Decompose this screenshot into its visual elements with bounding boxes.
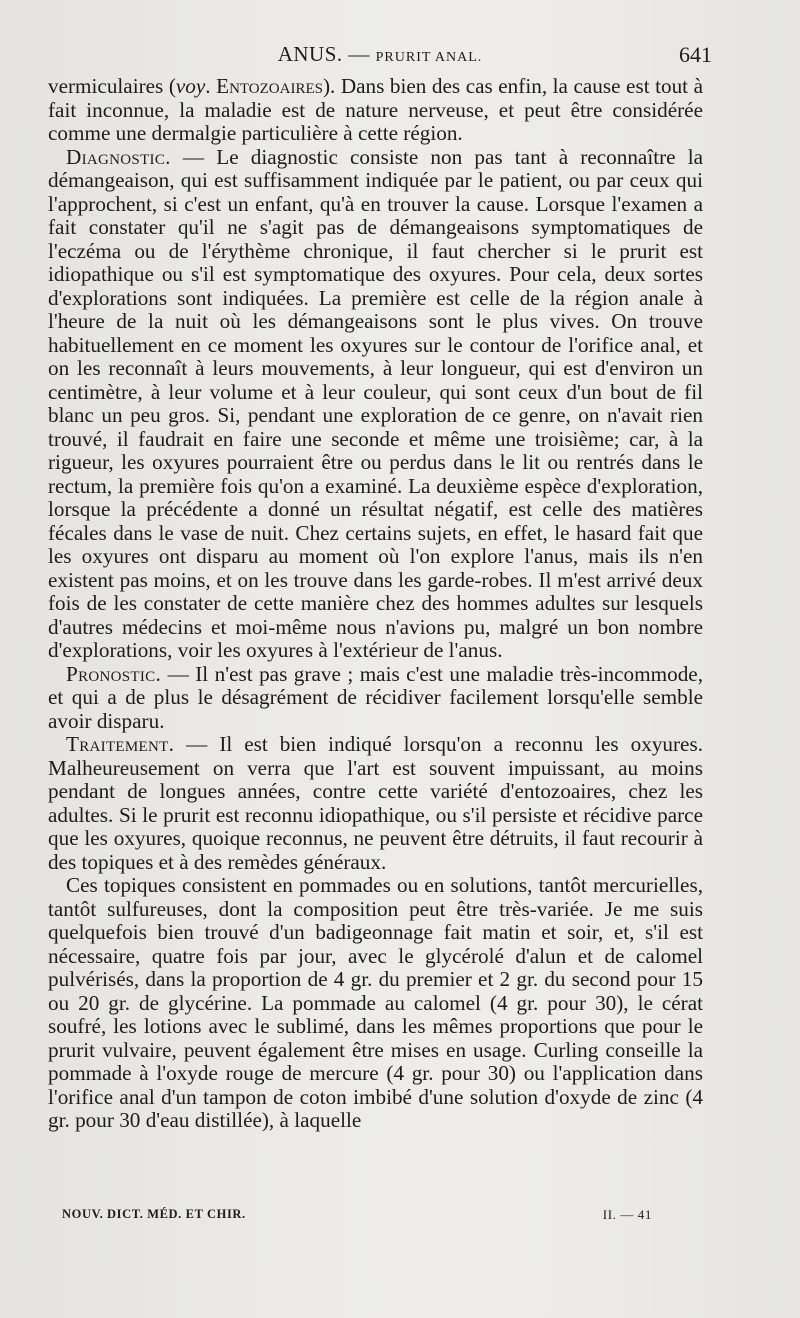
running-title-sub: PRURIT ANAL. [375, 50, 483, 65]
article-body [48, 75, 703, 1133]
paragraph-pronostic [48, 663, 703, 734]
section-heading-traitement: Traitement. [66, 732, 175, 756]
section-heading-diagnostic: Diagnostic. [66, 144, 171, 169]
footer-signature: II. — 41 [602, 1207, 652, 1222]
section-heading-pronostic: Pronostic. [66, 661, 162, 686]
traitement-text: — Il est bien indiqué lorsqu'on a reconnu les oxyures. Malheureusement on verra que l'art est souvent impuissant, au moins pendant de longues années, contre cette variété d'entozoaires, chez les adultes. Si le prurit est reconnu idiopathique, ou s'il persiste et récidive parce que les oxyures, quoique reconnus, ne peuvent être détruits, il faut recourir à des topiques et à des remèdes généraux. [48, 732, 704, 874]
running-title-main: ANUS. [277, 42, 343, 66]
diagnostic-text: — Le diagnostic consiste non pas tant à reconnaître la démangeaison, qui est suffisamment indiquée par le patient, ou par ceux qui l'approchent, si c'est un enfant, qu'à en trouver la cause. Lorsque l'examen a fait constater qu'il ne s'agit pas de démangeaisons symptomatiques de l'eczéma ou de l'érythème chronique, il faut chercher si le prurit est idiopathique ou s'il est symptomatique des oxyures. Pour cela, deux sortes d'explorations sont indiquées. La première est celle de la région anale à l'heure de la nuit où les démangeaisons sont le plus vives. On trouve habituellement en ce moment les oxyures sur le contour de l'orifice anal, et on les reconnaît à leurs mouvements, à leur longueur, qui est d'environ un centimètre, à leur volume et à leur couleur, qui sont ceux d'un bout de fil blanc un peu gros. Si, pendant une exploration de ce genre, on n'avait rien trouvé, il faudrait en faire une seconde et même une troisième; car, à la rigueur, les oxyures pourraient être ou perdus dans le lit ou rentrés dans le rectum, la première fois qu'on a examiné. La deuxième espèce d'exploration, lorsque la précédente a donné un résultat négatif, est celle des matières fécales dans le vase de nuit. Chez certains sujets, en effet, le hasard fait que les oxyures ont disparu au moment où l'on explore l'anus, mais ils n'en existent pas moins, et on les trouve dans les garde-robes. Il m'est arrivé deux fois de les constater de cette manière chez des hommes adultes sur lesquels d'autres médecins et moi-même nous n'avions pu, malgré un bon nombre d'explorations, voir les oxyures à l'extérieur de l'anus. [48, 144, 704, 662]
page-footer [62, 1207, 652, 1227]
entozoaires-crossref: Entozoaires [216, 74, 323, 98]
paragraph-intro: vermiculaires (voy. Entozoaires). Dans bien des cas enfin, la cause est tout à fait inconnue, la maladie est de nature nerveuse, et peut être considérée comme une dermalgie particulière à cette région. [48, 74, 703, 145]
paragraph-diagnostic [48, 146, 703, 663]
pronostic-text: — Il n'est pas grave ; mais c'est une maladie très-incommode, et qui a de plus le désagrément de récidiver facilement lorsqu'elle semble avoir disparu. [48, 661, 703, 733]
running-title-dash: — [348, 42, 370, 66]
paragraph-traitement [48, 733, 703, 874]
paragraph-topiques: Ces topiques consistent en pommades ou en solutions, tantôt mercurielles, tantôt sulfureuses, dont la composition peut être très-variée. Je me suis quelquefois bien trouvé d'un badigeonnage fait matin et soir, et, s'il est nécessaire, quatre fois par jour, avec le glycérolé d'alun et de calomel pulvérisés, dans la proportion de 4 gr. du premier et 2 gr. du second pour 15 ou 20 gr. de glycérine. La pommade au calomel (4 gr. pour 30), le cérat soufré, les lotions avec le sublimé, dans les mêmes proportions que pour le prurit vulvaire, peuvent également être mises en usage. Curling conseille la pommade à l'oxyde rouge de mercure (4 gr. pour 30) ou l'application dans l'orifice anal d'un tampon de coton imbibé d'une solution d'oxyde de zinc (4 gr. pour 30 d'eau distillée), à laquelle [48, 873, 703, 1132]
running-title [48, 42, 712, 67]
page-number: 641 [679, 42, 712, 67]
page-header [48, 42, 712, 72]
footer-publication: NOUV. DICT. MÉD. ET CHIR. [62, 1207, 246, 1221]
voy-italic: voy [175, 74, 206, 98]
